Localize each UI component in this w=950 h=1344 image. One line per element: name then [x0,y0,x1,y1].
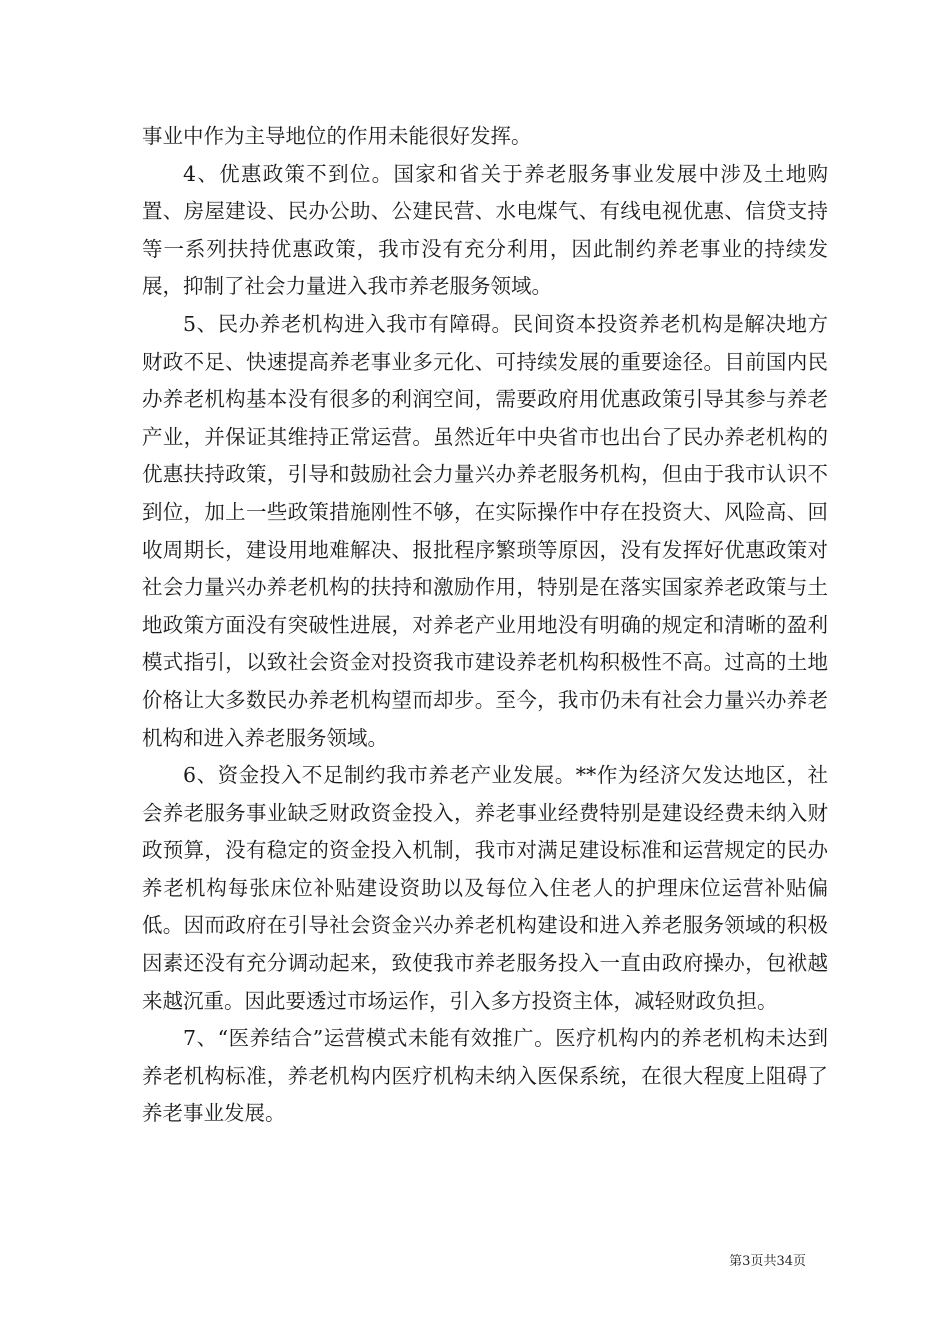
paragraph-item-5: 5、民办养老机构进入我市有障碍。民间资本投资养老机构是解决地方财政不足、快速提高养老事业多元化、可持续发展的重要途径。目前国内民办养老机构基本没有很多的利润空间，需要政府用优惠政策引导其参与养老产业，并保证其维持正常运营。虽然近年中央省市也出台了民办养老机构的优惠扶持政策，引导和鼓励社会力量兴办养老服务机构，但由于我市认识不到位，加上一些政策措施刚性不够，在实际操作中存在投资大、风险高、回收周期长，建设用地难解决、报批程序繁琐等原因，没有发挥好优惠政策对社会力量兴办养老机构的扶持和激励作用，特别是在落实国家养老政策与土地政策方面没有突破性进展，对养老产业用地没有明确的规定和清晰的盈利模式指引，以致社会资金对投资我市建设养老机构积极性不高。过高的土地价格让大多数民办养老机构望而却步。至今，我市仍未有社会力量兴办养老机构和进入养老服务领域。 [142,311,828,750]
paragraph-continuation: 事业中作为主导地位的作用未能很好发挥。 [142,124,532,148]
document-body [142,118,828,1133]
paragraph-item-4: 4、优惠政策不到位。国家和省关于养老服务事业发展中涉及土地购置、房屋建设、民办公助、公建民营、水电煤气、有线电视优惠、信贷支持等一系列扶持优惠政策，我市没有充分利用，因此制约养老事业的持续发展，抑制了社会力量进入我市养老服务领域。 [142,161,828,299]
paragraph-item-7: 7、“医养结合”运营模式未能有效推广。医疗机构内的养老机构未达到养老机构标准，养老机构内医疗机构未纳入医保系统，在很大程度上阻碍了养老事业发展。 [142,1026,828,1126]
page-number: 第3页共34页 [729,1254,806,1269]
paragraph-item-6: 6、资金投入不足制约我市养老产业发展。**作为经济欠发达地区，社会养老服务事业缺乏财政资金投入，养老事业经费特别是建设经费未纳入财政预算，没有稳定的资金投入机制，我市对满足建设标准和运营规定的民办养老机构每张床位补贴建设资助以及每位入住老人的护理床位运营补贴偏低。因而政府在引导社会资金兴办养老机构建设和进入养老服务领域的积极因素还没有充分调动起来，致使我市养老服务投入一直由政府操办，包袱越来越沉重。因此要透过市场运作，引入多方投资主体，减轻财政负担。 [142,763,828,1013]
